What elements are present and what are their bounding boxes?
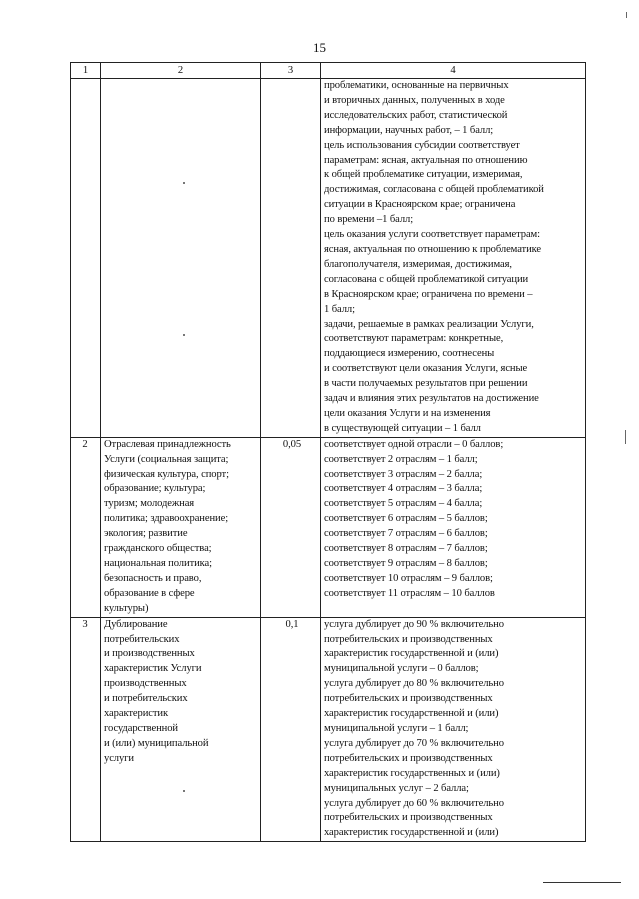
text-line: характеристик <box>104 708 169 720</box>
text-line: услуга дублирует до 80 % включительно <box>324 678 504 690</box>
text-line: потребительских и производственных <box>324 693 493 705</box>
text-line: в Красноярском крае; ограничена по времени – <box>324 288 533 300</box>
text-line: характеристик государственной и (или) <box>324 648 499 660</box>
text-line: соответствует 3 отраслям – 2 балла; <box>324 468 483 480</box>
text-line: соответствует 8 отраслям – 7 баллов; <box>324 543 488 555</box>
text-line: цель использования субсидии соответствует <box>324 139 520 151</box>
text-line: муниципальной услуги – 1 балл; <box>324 722 469 734</box>
text-line: информации, научных работ, – 1 балл; <box>324 124 494 136</box>
score-cell <box>321 79 586 438</box>
text-line: образование в сфере <box>104 587 195 599</box>
text-line: и соответствуют цели оказания Услуги, ясные <box>324 363 528 375</box>
text-line: соответствует 5 отраслям – 4 балла; <box>324 498 483 510</box>
text-line: экология; развитие <box>104 528 188 540</box>
text-line: соответствует 7 отраслям – 6 баллов; <box>324 528 488 540</box>
text-line: услуги <box>104 752 134 764</box>
text-line: соответствует 6 отраслям – 5 баллов; <box>324 513 488 525</box>
table-row <box>71 437 586 617</box>
text-line: муниципальной услуги – 0 баллов; <box>324 663 479 675</box>
text-line: характеристик государственной и (или) <box>324 708 499 720</box>
text-line: политика; здравоохранение; <box>104 513 229 525</box>
text-line: по времени –1 балл; <box>324 214 414 226</box>
column-header: 2 <box>101 63 261 79</box>
text-line: поддающиеся измерению, соотнесены <box>324 348 495 360</box>
text-line: соответствует 9 отраслям – 8 баллов; <box>324 558 488 569</box>
text-line: образование; культура; <box>104 483 206 495</box>
text-line: соответствует 11 отраслям – 10 баллов <box>324 587 495 599</box>
criterion-cell <box>101 79 261 438</box>
text-line: к общей проблематике ситуации, измеримая, <box>324 169 523 181</box>
text-line: потребительских и производственных <box>324 812 493 824</box>
text-line: муниципальных услуг – 2 балла; <box>324 782 469 794</box>
text-line: гражданского общества; <box>104 543 212 555</box>
text-line: услуга дублирует до 60 % включительно <box>324 797 504 809</box>
scan-dot <box>183 790 185 792</box>
text-line: физическая культура, спорт; <box>104 468 229 480</box>
text-line: безопасность и право, <box>104 572 202 584</box>
table-header-row <box>71 63 586 79</box>
text-line: соответствует 10 отраслям – 9 баллов; <box>324 572 493 584</box>
text-line: в существующей ситуации – 1 балл <box>324 422 481 434</box>
text-line: цели оказания Услуги и на изменения <box>324 407 491 419</box>
text-line: характеристик Услуги <box>104 663 202 675</box>
table-row <box>71 79 586 438</box>
text-line: характеристик государственной и (или) <box>324 827 499 839</box>
text-line: ситуации в Красноярском крае; ограничена <box>324 199 516 211</box>
weight-cell <box>261 79 321 438</box>
text-line: и производственных <box>104 648 195 660</box>
text-line: Дублирование <box>104 618 168 630</box>
text-line: задачи, решаемые в рамках реализации Услуги, <box>324 318 534 330</box>
footer-rule <box>543 882 621 883</box>
text-line: цель оказания услуги соответствует параметрам: <box>324 229 540 241</box>
text-line: Отраслевая принадлежность <box>104 438 231 450</box>
text-line: благополучателя, измеримая, достижимая, <box>324 258 512 270</box>
text-line: национальная политика; <box>104 558 212 569</box>
text-line: согласована с общей проблематикой ситуации <box>324 273 529 285</box>
text-line: характеристик государственных и (или) <box>324 767 500 779</box>
table-row <box>71 617 586 842</box>
text-line: достижимая, согласована с общей проблематикой <box>324 184 544 196</box>
text-line: услуга дублирует до 90 % включительно <box>324 618 504 630</box>
text-line: потребительских и производственных <box>324 633 493 645</box>
weight-cell: 0,1 <box>261 617 321 842</box>
text-line: исследовательских работ, статистической <box>324 109 508 121</box>
criterion-cell <box>101 437 261 617</box>
text-line: 1 балл; <box>324 303 355 315</box>
score-cell <box>321 437 586 617</box>
criterion-cell <box>101 617 261 842</box>
text-line: и потребительских <box>104 693 188 705</box>
column-header: 4 <box>321 63 586 79</box>
row-number <box>71 79 101 438</box>
scan-dot <box>183 182 185 184</box>
scan-edge-mark <box>626 12 627 18</box>
scan-edge-mark <box>625 430 626 444</box>
text-line: государственной <box>104 722 179 734</box>
text-line: Услуги (социальная защита; <box>104 453 229 465</box>
weight-cell: 0,05 <box>261 437 321 617</box>
text-line: и вторичных данных, полученных в ходе <box>324 94 505 106</box>
text-line: культуры) <box>104 602 149 614</box>
row-number: 2 <box>71 437 101 617</box>
text-line: соответствуют параметрам: конкретные, <box>324 333 504 345</box>
text-line: проблематики, основанные на первичных <box>324 80 509 91</box>
text-line: соответствует одной отрасли – 0 баллов; <box>324 438 504 450</box>
row-number: 3 <box>71 617 101 842</box>
text-line: задач и влияния этих результатов на достижение <box>324 393 539 405</box>
text-line: параметрам: ясная, актуальная по отношению <box>324 154 528 166</box>
score-cell <box>321 617 586 842</box>
text-line: потребительских <box>104 633 180 645</box>
text-line: и (или) муниципальной <box>104 737 209 749</box>
text-line: в части получаемых результатов при решении <box>324 378 528 390</box>
scan-dot <box>183 334 185 336</box>
text-line: потребительских и производственных <box>324 752 493 764</box>
text-line: соответствует 2 отраслям – 1 балл; <box>324 453 478 465</box>
criteria-table <box>70 62 586 842</box>
column-header: 3 <box>261 63 321 79</box>
text-line: ясная, актуальная по отношению к проблематике <box>324 243 542 255</box>
column-header: 1 <box>71 63 101 79</box>
text-line: соответствует 4 отраслям – 3 балла; <box>324 483 483 495</box>
text-line: услуга дублирует до 70 % включительно <box>324 737 504 749</box>
text-line: производственных <box>104 678 187 690</box>
text-line: туризм; молодежная <box>104 498 195 510</box>
page-number: 15 <box>313 40 326 55</box>
